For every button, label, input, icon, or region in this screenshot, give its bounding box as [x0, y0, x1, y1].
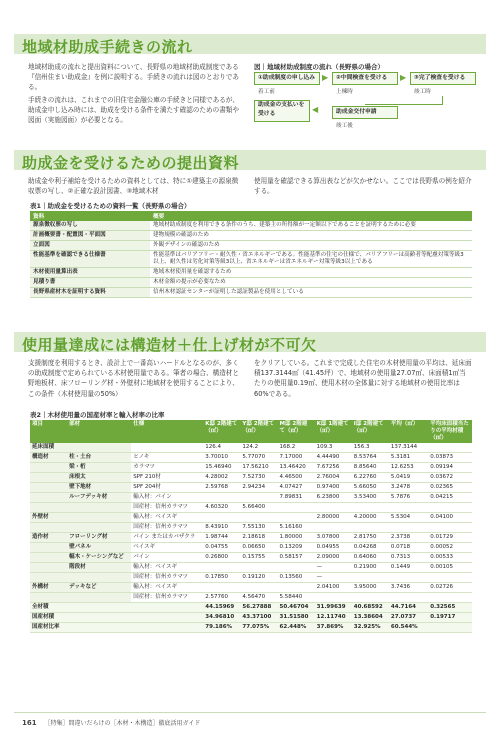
table2-cell: 17.56210 [240, 463, 277, 473]
flow-step1: ①助成制度の申し込み [254, 72, 320, 85]
table2-cell: 0.04955 [315, 543, 352, 553]
table2-cell: 0.00533 [428, 553, 472, 563]
table2-row [30, 513, 472, 523]
table1-row [30, 231, 472, 241]
table2-cell: 0.1449 [389, 563, 428, 573]
table2-header: K邸 2階建て（㎥） [203, 420, 240, 443]
table2-cell [428, 503, 472, 513]
table2-cell: 7.67256 [315, 463, 352, 473]
table2-cell: 124.2 [240, 443, 277, 453]
table2-cell: 床根太 [67, 473, 131, 483]
section1-paragraph1: 地域材助成の流れと提出資料について、長野県の地域材助成制度である『信州住まい助成金』を例に説明する。手続きの流れは図のとおりである。 [28, 63, 239, 92]
table2-cell: 31.99639 [315, 603, 352, 613]
table2-cell: 階段材 [67, 563, 131, 573]
table2-cell [30, 503, 67, 513]
table2-header: 部材 [67, 420, 131, 443]
table1-cell-document: 長野県産材木を証明する資料 [30, 288, 150, 298]
table2-cell: 5.7876 [389, 493, 428, 503]
table1-cell-summary: 地域材助成制度を利用できる条件のうち、建築主の所得額が一定額以下であることを証明するために必要 [150, 221, 472, 231]
table2-caption: 表2｜木材使用量の国産材率と輸入材率の比率 [30, 411, 165, 419]
table2-cell: 梁・桁 [67, 463, 131, 473]
table2-cell: 7.52730 [240, 473, 277, 483]
section1-paragraph2: 手続きの流れは、これまでの旧住宅金融公庫の手続きと同様であるが、助成金申し込み時には、助成を受ける条件を満たす確認のための書類や図面（実施図面）が必要となる。 [28, 96, 239, 125]
table2-cell: 4.07427 [278, 483, 315, 493]
table2-cell [278, 503, 315, 513]
table2-row [30, 483, 472, 493]
section1-title: 地域材助成手続きの流れ [22, 38, 193, 56]
table2-cell [240, 583, 277, 593]
table2-row [30, 593, 472, 603]
table2-cell [240, 563, 277, 573]
table2-cell: 3.53400 [352, 493, 389, 503]
table2-cell: 構造材 [30, 453, 67, 463]
table2-cell: 4.46500 [278, 473, 315, 483]
table2-cell: 0.01729 [428, 533, 472, 543]
table1-cell-document: 源泉徴収票の写し [30, 221, 150, 231]
table2-cell: 44.15969 [203, 603, 240, 613]
table2-cell: 延床面積 [30, 443, 67, 453]
table2-cell [67, 503, 131, 513]
table2-cell [278, 563, 315, 573]
table2-row [30, 473, 472, 483]
table2-row [30, 453, 472, 463]
table2-cell: 0.97400 [315, 483, 352, 493]
page-number: 161 [22, 719, 37, 727]
table2-cell: 79.186% [203, 623, 240, 633]
section3-paragraph-right: をクリアしている。これまで完成した住宅の木材使用量の平均は、延床面積137.3144㎡（41.45坪）で、地域材の使用量27.07㎥、床面積1㎡当たりの使用量0.19㎥、使用木材の全体量に対する地域材の使用比率は60%である。 [254, 359, 472, 398]
table2-cell: 27.0737 [389, 613, 428, 623]
table2-cell: 8.43910 [203, 523, 240, 533]
table2-cell: 8.53764 [352, 453, 389, 463]
table2-cell: カラマツ [131, 463, 203, 473]
table2-cell [30, 543, 67, 553]
table2-header: 項目 [30, 420, 67, 443]
table2-cell: 0.03672 [428, 473, 472, 483]
flow-title: 図｜地域材助成制度の流れ（長野県の場合） [254, 63, 384, 71]
table2-cell: 3.7436 [389, 583, 428, 593]
table2-cell: 4.56470 [240, 593, 277, 603]
table2-cell: 137.3144 [389, 443, 428, 453]
footer-text: ［特集］間違いだらけの［木材・木構造］徹底活用ガイド [44, 720, 201, 727]
table2-cell [67, 623, 131, 633]
table2-cell: ヒノキ [131, 453, 203, 463]
table2-row [30, 543, 472, 553]
table2-cell: 国産材：信州カラマツ [131, 503, 203, 513]
table2-cell [278, 583, 315, 593]
footer-rule [14, 712, 486, 713]
table2-cell: 外壁材 [30, 513, 67, 523]
table1-cell-summary: 地域木材使用量を確認するため [150, 268, 472, 278]
table2-cell [131, 623, 203, 633]
table2-cell: 2.04100 [315, 583, 352, 593]
table1-cell-summary: 性能基準はバリアフリー・耐久性・省エネルギーである。性能基準の住宅の仕様で、バリアフリーは高齢者等配慮対策等級3以上、耐久性は劣化対策等級3以上、省エネルギーは省エネルギー対策等級3以上である [150, 251, 472, 268]
table2-cell: 7.17000 [278, 453, 315, 463]
table2-cell: 109.3 [315, 443, 352, 453]
table2-cell: 1.98744 [203, 533, 240, 543]
table2-cell: 2.18618 [240, 533, 277, 543]
table2-row [30, 493, 472, 503]
table2-cell: 15.46940 [203, 463, 240, 473]
table1-cell-document: 木材使用量算出表 [30, 268, 150, 278]
table1-row [30, 251, 472, 268]
table2-cell: 輸入材：ベイスギ [131, 583, 203, 593]
table2-cell: 2.09000 [315, 553, 352, 563]
table2-cell: 国産材：信州カラマツ [131, 593, 203, 603]
table2-cell: フローリング材 [67, 533, 131, 543]
table2-cell: 156.3 [352, 443, 389, 453]
table2-cell [389, 593, 428, 603]
table2-cell [67, 573, 131, 583]
table2-cell [315, 523, 352, 533]
table2-cell: SPF 204材 [131, 483, 203, 493]
section2-paragraph-right: 使用量を確認できる算出表などが欠かせない。ここでは長野県の例を紹介する。 [254, 177, 472, 196]
table2-cell: 2.94234 [240, 483, 277, 493]
table2-cell [428, 593, 472, 603]
table2-cell [352, 523, 389, 533]
table2-cell: 12.6253 [389, 463, 428, 473]
table2-row [30, 573, 472, 583]
table2-cell: 0.0718 [389, 543, 428, 553]
flow-step2-sub: 上棟時 [336, 89, 353, 95]
table2-cell [67, 603, 131, 613]
table2-cell: 126.4 [203, 443, 240, 453]
table2-cell: 2.76004 [315, 473, 352, 483]
table2-header: 平均（㎥） [389, 420, 428, 443]
table1-header: 概要 [150, 211, 472, 221]
table2-cell: 5.0419 [389, 473, 428, 483]
table2-cell [428, 573, 472, 583]
table1-header: 資料 [30, 211, 150, 221]
table2-cell: 5.66400 [240, 503, 277, 513]
table2-cell: 4.20000 [352, 513, 389, 523]
table2-cell [131, 603, 203, 613]
table1-row [30, 241, 472, 251]
table2-cell: 0.02365 [428, 483, 472, 493]
table2-cell [203, 493, 240, 503]
table2-cell [30, 463, 67, 473]
table2-cell [30, 493, 67, 503]
table2-cell: 国産材比率 [30, 623, 67, 633]
table2-cell: 0.06650 [240, 543, 277, 553]
flow-step5: 助成金交付申請 [332, 106, 398, 119]
table2-cell: ベイスギ [131, 543, 203, 553]
table2-cell [30, 483, 67, 493]
table2-cell: 0.02726 [428, 583, 472, 593]
table2-cell: 8.85640 [352, 463, 389, 473]
table2-cell: 40.68592 [352, 603, 389, 613]
table2-cell: 37.869% [315, 623, 352, 633]
table2-cell: 3.2478 [389, 483, 428, 493]
table2-cell: 0.04268 [352, 543, 389, 553]
table2-cell [30, 573, 67, 583]
table2-cell: 0.04100 [428, 513, 472, 523]
table2-header: 平均床面積当たりの平均材積（㎥） [428, 420, 472, 443]
flow-arrow-left-icon: ◀ [312, 105, 319, 114]
table2-cell: 輸入材：ベイスギ [131, 513, 203, 523]
table2-cell: 4.60320 [203, 503, 240, 513]
flow-arrow-icon: ▶ [400, 73, 407, 82]
flow-step2: ②中間検査を受ける [332, 72, 398, 85]
table1-row [30, 221, 472, 231]
flow-step5-sub: 竣工後 [336, 123, 353, 129]
table2-cell [30, 553, 67, 563]
table2-cell: 造作材 [30, 533, 67, 543]
table2-cell: 0.09194 [428, 463, 472, 473]
table2-row [30, 503, 472, 513]
table2-cell: 0.21900 [352, 563, 389, 573]
table2-row [30, 443, 472, 453]
table2-cell: 0.00105 [428, 563, 472, 573]
table1-cell-summary: 信州木材認証センターが証明した認証製品を使用としている [150, 288, 472, 298]
table1-cell-document: 計画概要書・配置図・平面図 [30, 231, 150, 241]
table2-cell [131, 443, 203, 453]
table1 [30, 211, 472, 298]
table1-row [30, 288, 472, 298]
table2-cell: 国産材：信州カラマツ [131, 523, 203, 533]
table2-row [30, 613, 472, 623]
flow-arrow-icon: ▶ [322, 73, 329, 82]
table2-cell [352, 593, 389, 603]
table2-cell: 4.44490 [315, 453, 352, 463]
table2-cell: 7.55130 [240, 523, 277, 533]
section3-paragraph-left: 支援制度を利用するとき、設計上で一番高いハードルとなるのが、多くの助成制度で定められている木材使用量である。筆者の場合、構造材と野地板材、床フローリング材・外壁材に地域材を使用することにより、この条件（木材使用量の50%） [28, 359, 239, 398]
table2-cell: 44.7164 [389, 603, 428, 613]
table2-header: M邸 2階建て（㎥） [278, 420, 315, 443]
table1-cell-document: 立面図 [30, 241, 150, 251]
table2-cell: 0.64060 [352, 553, 389, 563]
table2-cell: 32.925% [352, 623, 389, 633]
table2-cell [389, 523, 428, 533]
table2-cell: デッキなど [67, 583, 131, 593]
table2-cell: 0.17850 [203, 573, 240, 583]
table2-header: I邸 2階建て（㎥） [352, 420, 389, 443]
table1-cell-summary: 建物規模の確認のため [150, 231, 472, 241]
table2-cell: 0.7313 [389, 553, 428, 563]
table2-cell [203, 583, 240, 593]
table2-cell: 5.16160 [278, 523, 315, 533]
table2-cell [203, 563, 240, 573]
flow-step1-sub: 着工前 [258, 89, 275, 95]
table2-cell: 168.2 [278, 443, 315, 453]
table2 [30, 420, 472, 633]
table2-cell: 0.19120 [240, 573, 277, 583]
table2-cell [30, 563, 67, 573]
table2-cell [315, 503, 352, 513]
table2-cell [389, 573, 428, 583]
table2-cell: 7.89831 [278, 493, 315, 503]
table2-cell [30, 593, 67, 603]
table2-row [30, 563, 472, 573]
table2-cell: パイン [131, 553, 203, 563]
table2-cell: 60.544% [389, 623, 428, 633]
table2-row [30, 583, 472, 593]
table2-row [30, 623, 472, 633]
flow-step3-sub: 竣工時 [414, 89, 431, 95]
table2-header: 仕様 [131, 420, 203, 443]
table2-cell [67, 513, 131, 523]
table2-cell [428, 523, 472, 533]
table2-cell [428, 623, 472, 633]
table2-cell: 2.3738 [389, 533, 428, 543]
table2-cell [240, 513, 277, 523]
table2-cell [67, 593, 131, 603]
table2-cell: 56.27888 [240, 603, 277, 613]
table2-cell: 5.58440 [278, 593, 315, 603]
table2-cell: 柱・土台 [67, 453, 131, 463]
table2-cell: 5.77070 [240, 453, 277, 463]
table2-cell: 3.07800 [315, 533, 352, 543]
section2-paragraph-left: 助成金や利子補給を受けるための資料としては、特に①建築主の源泉徴収票の写し、②正確な設計図書、③地域木材 [28, 177, 239, 196]
table2-cell [278, 513, 315, 523]
table2-cell: 全材積 [30, 603, 67, 613]
table2-cell [240, 493, 277, 503]
table1-row [30, 278, 472, 288]
table1-caption: 表1｜助成金を受けるための資料一覧（長野県の場合） [30, 202, 191, 210]
table2-cell: — [315, 563, 352, 573]
table2-cell [203, 513, 240, 523]
table2-cell: 77.075% [240, 623, 277, 633]
table2-cell: 2.81750 [352, 533, 389, 543]
table2-cell: 0.26800 [203, 553, 240, 563]
table2-cell [131, 613, 203, 623]
table2-cell: 壁下地材 [67, 483, 131, 493]
table2-cell [30, 523, 67, 533]
footer [22, 718, 200, 727]
table2-cell: 2.59768 [203, 483, 240, 493]
table2-cell [30, 473, 67, 483]
table2-cell: 0.13560 [278, 573, 315, 583]
table2-header: Y邸 2階建て（㎥） [240, 420, 277, 443]
table2-cell: 0.32565 [428, 603, 472, 613]
table2-cell: パイン またはカバザクラ [131, 533, 203, 543]
table2-cell: 国産材積 [30, 613, 67, 623]
table2-header: K邸 1階建て（㎥） [315, 420, 352, 443]
table1-cell-summary: 木材金額の提示が必要なため [150, 278, 472, 288]
table2-cell [389, 503, 428, 513]
table1-cell-document: 見積り書 [30, 278, 150, 288]
table2-cell: 輸入材：ベイスギ [131, 563, 203, 573]
table2-cell: 3.95000 [352, 583, 389, 593]
table2-cell [67, 523, 131, 533]
table2-cell: 6.22760 [352, 473, 389, 483]
table2-cell: 2.80000 [315, 513, 352, 523]
table2-cell: 6.23800 [315, 493, 352, 503]
table2-cell: 5.5304 [389, 513, 428, 523]
table2-cell: 輸入材：パイン [131, 493, 203, 503]
table2-cell: 2.57760 [203, 593, 240, 603]
table2-cell [352, 573, 389, 583]
table2-cell: 0.58157 [278, 553, 315, 563]
section3-title: 使用量達成には構造材＋仕上げ材が不可欠 [22, 336, 317, 354]
table2-cell: 4.28002 [203, 473, 240, 483]
table2-cell: 壁パネル [67, 543, 131, 553]
table2-cell: 50.46704 [278, 603, 315, 613]
table1-cell-summary: 外観デザインの確認のため [150, 241, 472, 251]
table2-cell: 34.96810 [203, 613, 240, 623]
table2-cell: 62.448% [278, 623, 315, 633]
flow-step4: 助成金の支払いを受ける [254, 100, 310, 122]
table2-cell: 12.11740 [315, 613, 352, 623]
table2-cell: 0.15755 [240, 553, 277, 563]
table2-row [30, 603, 472, 613]
table2-cell: 0.13209 [278, 543, 315, 553]
table2-cell: 0.04215 [428, 493, 472, 503]
table2-cell: 5.66050 [352, 483, 389, 493]
table2-cell: 43.37100 [240, 613, 277, 623]
table2-cell [352, 503, 389, 513]
flow-connector [365, 104, 443, 105]
flow-step3: ③完了検査を受ける [410, 72, 476, 85]
table2-cell [67, 613, 131, 623]
table2-cell: — [315, 573, 352, 583]
flow-connector [442, 96, 443, 104]
table2-cell: 0.00052 [428, 543, 472, 553]
table2-row [30, 533, 472, 543]
table2-cell: 0.19717 [428, 613, 472, 623]
table2-cell: ルーフデッキ材 [67, 493, 131, 503]
table2-row [30, 523, 472, 533]
table2-row [30, 463, 472, 473]
table2-cell: 1.80000 [278, 533, 315, 543]
table2-cell: 外構材 [30, 583, 67, 593]
table2-cell: 0.04755 [203, 543, 240, 553]
table2-cell [67, 443, 131, 453]
table2-cell [315, 593, 352, 603]
table2-cell: 13.38604 [352, 613, 389, 623]
table2-cell: 13.46420 [278, 463, 315, 473]
section2-title: 助成金を受けるための提出資料 [22, 154, 240, 172]
table2-cell: 幅木・ケーシングなど [67, 553, 131, 563]
table2-cell: 0.03873 [428, 453, 472, 463]
table2-cell: 国産材：信州カラマツ [131, 573, 203, 583]
table2-cell [428, 443, 472, 453]
table1-cell-document: 性能基準を確認できる仕様書 [30, 251, 150, 268]
table2-row [30, 553, 472, 563]
table2-cell: 5.3181 [389, 453, 428, 463]
table1-row [30, 268, 472, 278]
table2-cell: 31.51580 [278, 613, 315, 623]
table2-cell: SPF 210材 [131, 473, 203, 483]
table2-cell: 3.70010 [203, 453, 240, 463]
